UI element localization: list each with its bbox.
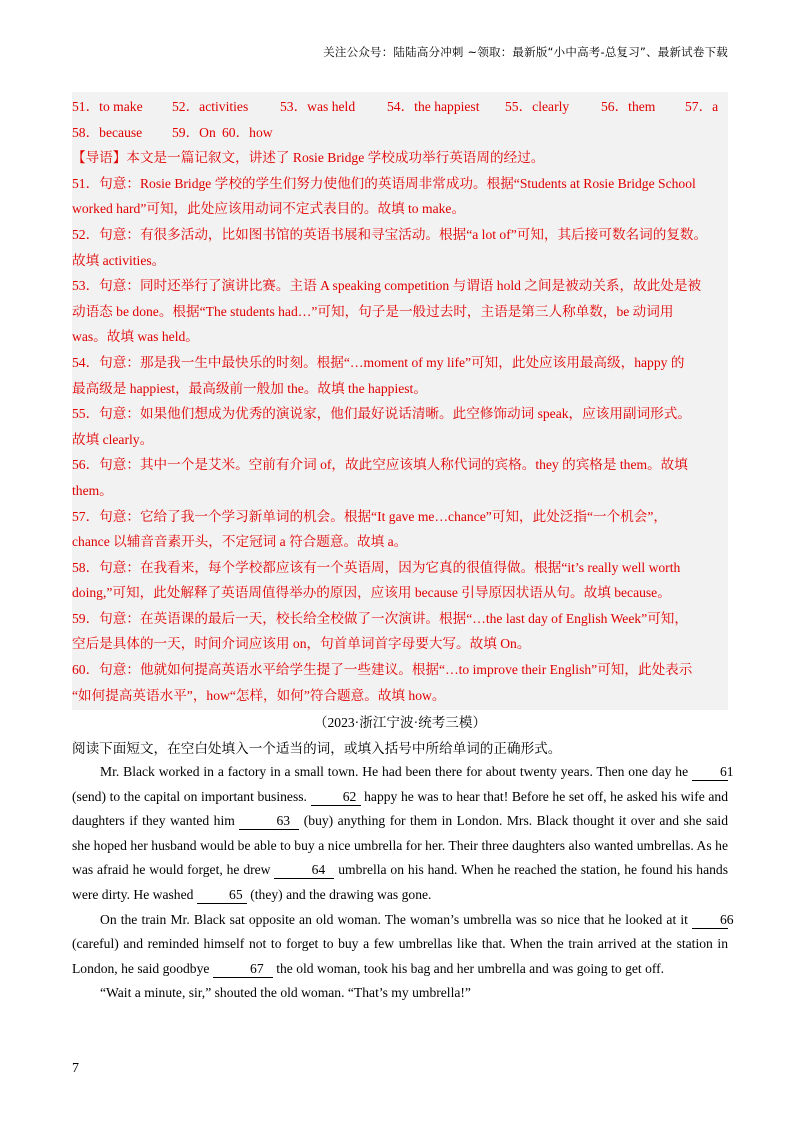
passage-paragraph-1	[72, 760, 734, 908]
blank-65: 65	[197, 887, 247, 904]
explanation-line: was。故填 was held。	[72, 329, 199, 345]
passage-paragraph-2	[72, 908, 734, 982]
blank-62: 62	[311, 789, 361, 806]
explanation-line: 51．句意：Rosie Bridge 学校的学生们努力使他们的英语周非常成功。根据“Students at Rosie Bridge School	[72, 175, 696, 191]
explanation-line: 55．句意：如果他们想成为优秀的演说家，他们最好说话清晰。此空修饰动词 speak，应该用副词形式。	[72, 406, 691, 422]
explanation-line: 故填 clearly。	[72, 431, 154, 447]
instruction: 阅读下面短文，在空白处填入一个适当的词，或填入括号中所给单词的正确形式。	[72, 741, 562, 756]
blank-64: 64	[274, 862, 334, 879]
explanation-line: 52．句意：有很多活动，比如图书馆的英语书展和寻宝活动。根据“a lot of”可知，其后接可数名词的复数。	[72, 226, 708, 242]
explanation-line: 54．句意：那是我一生中最快乐的时刻。根据“…moment of my life”可知，此处应该用最高级，happy 的	[72, 354, 685, 370]
answer-52: 52．activities	[172, 99, 249, 114]
answer-54: 54．the happiest	[387, 99, 480, 114]
passage-text: (they) and the drawing was gone.	[246, 886, 432, 902]
explanation-line: worked hard”可知，此处应该用动词不定式表目的。故填 to make。	[72, 201, 466, 217]
blank-61: 61	[692, 764, 728, 781]
blank-66: 66	[692, 912, 728, 929]
answer-55: 55．clearly	[505, 99, 570, 114]
explanation-line: chance 以辅音音素开头，不定冠词 a 符合题意。故填 a。	[72, 534, 408, 550]
explanation-line: 58．句意：在我看来，每个学校都应该有一个英语周，因为它真的很值得做。根据“it’s really well worth	[72, 559, 681, 575]
passage-text: (careful) and reminded himself not to forget to buy a few umbrellas like that. When the train arrived at the station in London, he said goodbye	[72, 936, 728, 976]
blank-63: 63	[239, 813, 299, 830]
page-number: 7	[72, 1061, 79, 1076]
blank-67: 67	[213, 961, 273, 978]
passage-text: Mr. Black worked in a factory in a small town. He had been there for about twenty years. Then one day he	[100, 764, 692, 779]
explanation-line: 56．句意：其中一个是艾米。空前有介词 of，故此空应该填人称代词的宾格。they 的宾格是 them。故填	[72, 457, 688, 473]
answer-53: 53．was held	[280, 99, 356, 114]
explanation-line: 动语态 be done。根据“The students had…”可知，句子是一般过去时，主语是第三人称单数，be 动词用	[72, 303, 674, 319]
page-header: 关注公众号：陆陆高分冲刺 ~领取：最新版“小中高考-总复习”、最新试卷下载	[323, 45, 728, 59]
explanation-line: 59．句意：在英语课的最后一天，校长给全校做了一次演讲。根据“…the last day of English Week”可知，	[72, 610, 688, 626]
explanation-line: 空后是具体的一天，时间介词应该用 on，句首单词首字母要大写。故填 On。	[72, 636, 531, 652]
explanation-line: “如何提高英语水平”，how“怎样，如何”符合题意。故填 how。	[72, 687, 446, 703]
explanation-line: 【导语】本文是一篇记叙文，讲述了 Rosie Bridge 学校成功举行英语周的经过。	[72, 150, 545, 166]
answer-explanation-box	[72, 92, 728, 710]
answer-row-2	[72, 120, 728, 146]
passage-paragraph-3: “Wait a minute, sir,” shouted the old woman. “That’s my umbrella!”	[100, 985, 471, 1001]
explanation-line: 60．句意：他就如何提高英语水平给学生提了一些建议。根据“…to improve their English”可知，此处表示	[72, 662, 693, 678]
passage-text: umbrella on his hand. When he reached the station, he found his hands were dirty. He washed	[72, 862, 728, 902]
answer-60: 60．how	[222, 124, 273, 140]
passage-text: happy he was to hear that! Before he set off, he asked his wife and daughters if they wanted him	[72, 788, 728, 829]
answer-59: 59．On	[172, 124, 216, 140]
answer-57: 57．a	[685, 99, 719, 114]
answer-56: 56．them	[601, 99, 656, 114]
exam-source: （2023·浙江宁波·统考三模）	[313, 715, 487, 730]
explanation-line: them。	[72, 482, 113, 498]
passage-text: (buy) anything for them in London. Mrs. Black thought it over and she said she hoped her husband would be able to buy a nice umbrella for her. Their three daughters also wanted umbrellas. As he was afraid he would forget, he drew	[72, 813, 728, 878]
explanation-line: 最高级是 happiest，最高级前一般加 the。故填 the happiest。	[72, 380, 427, 396]
passage-text: (send) to the capital on important business.	[72, 788, 311, 804]
passage-text: On the train Mr. Black sat opposite an old woman. The woman’s umbrella was so nice that he looked at it	[100, 911, 692, 927]
answer-58: 58．because	[72, 124, 143, 140]
explanation-line: doing,”可知，此处解释了英语周值得举办的原因，应该用 because 引导原因状语从句。故填 because。	[72, 585, 671, 601]
answer-51: 51．to make	[72, 99, 143, 114]
explanation-line: 故填 activities。	[72, 252, 166, 268]
explanation-line: 53．句意：同时还举行了演讲比赛。主语 A speaking competition 与谓语 hold 之间是被动关系，故此处是被	[72, 278, 702, 294]
answer-row-1	[72, 94, 728, 120]
passage-text: the old woman, took his bag and her umbrella and was going to get off.	[272, 960, 665, 976]
passage	[72, 760, 734, 1006]
explanation-line: 57．句意：它给了我一个学习新单词的机会。根据“It gave me…chance”可知，此处泛指“一个机会”，	[72, 508, 668, 524]
